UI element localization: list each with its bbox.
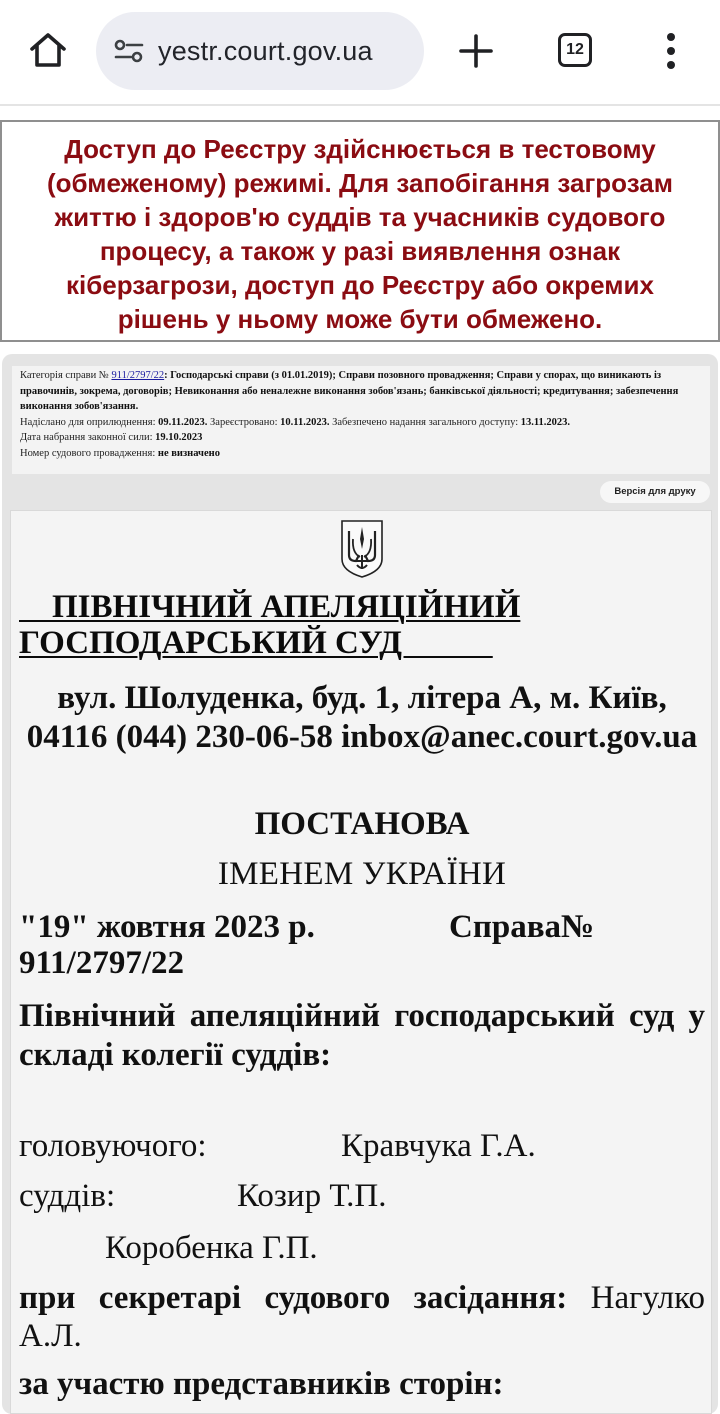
presiding-label: головуючого: [19, 1128, 207, 1164]
judges-label: суддів: [19, 1178, 116, 1214]
participation-heading: за участю представників сторін: [19, 1366, 504, 1402]
court-name-line2: ГОСПОДАРСЬКИЙ СУД [19, 625, 493, 661]
access-date: 13.11.2023. [520, 416, 571, 428]
effective-date: 19.10.2023 [155, 432, 203, 444]
decision-date: "19" жовтня 2023 р. [19, 909, 315, 945]
presiding-name: Кравчука Г.А. [341, 1128, 536, 1164]
address-bar[interactable] [96, 12, 424, 90]
tabs-icon[interactable]: 12 [558, 33, 592, 67]
effective-label: Дата набрання законної сили: [20, 432, 153, 444]
browser-toolbar [0, 0, 720, 106]
sent-date: 09.11.2023. [158, 416, 208, 428]
url-text[interactable]: yestr.court.gov.ua [158, 36, 373, 66]
secretary-line [19, 1279, 705, 1355]
secretary-label: при секретарі судового засідання: [19, 1280, 568, 1316]
secretary-name: Нагулко А.Л. [19, 1280, 705, 1354]
court-name [19, 589, 579, 661]
print-version-button[interactable]: Версія для друку [600, 481, 710, 503]
judge-2: Коробенка Г.П. [105, 1230, 318, 1266]
access-notice: Доступ до Реєстру здійснюється в тестовому (обмеженому) режимі. Для запобігання загрозам життю і здоров'ю суддів та учасників судового процесу, а також у разі виявлення ознак кіберзагрози, доступ до Реєстру або окремих рішень у ньому може бути обмежено. [0, 120, 720, 342]
case-number: 911/2797/22 [19, 945, 185, 981]
new-tab-icon[interactable] [458, 33, 494, 69]
coat-of-arms-icon [339, 519, 385, 579]
decision-date-line [19, 909, 705, 945]
proceeding-value: не визначено [157, 447, 220, 459]
case-label: Справа№ [449, 909, 595, 945]
registered-label: Зареєстровано: [210, 416, 278, 428]
case-metadata [12, 366, 710, 474]
more-menu-icon[interactable] [664, 32, 678, 72]
court-composition: Північний апеляційний господарський суд у складі колегії суддів: [19, 998, 705, 1073]
judge-1: Козир Т.П. [237, 1178, 387, 1214]
case-number-link[interactable]: 911/2797/22 [111, 370, 165, 381]
site-settings-icon[interactable] [114, 38, 144, 64]
document-panel [2, 354, 718, 1414]
home-icon[interactable] [28, 30, 68, 70]
document-body [10, 510, 712, 1414]
court-address: вул. Шолуденка, буд. 1, літера А, м. Київ, 04116 (044) 230-06-58 inbox@anec.court.gov.ua [26, 680, 698, 755]
document-subtitle: ІМЕНЕМ УКРАЇНИ [217, 856, 507, 892]
access-label: Забезпечено надання загального доступу: [332, 416, 519, 428]
document-title: ПОСТАНОВА [254, 806, 470, 842]
registered-date: 10.11.2023. [280, 416, 330, 428]
court-name-line1: ПІВНІЧНИЙ АПЕЛЯЦІЙНИЙ [19, 589, 521, 625]
sent-label: Надіслано для оприлюднення: [20, 416, 156, 428]
category-text: : Господарські справи (з 01.01.2019); Справи позовного провадження; Справи у спорах, що виникають із правочинів, зокрема, договорів; Невиконання або неналежне виконання зобов'язань; банківської діяльності; кредитування; забезпечення виконання зобов'язання. [20, 370, 679, 413]
category-label: Категорія справи № [20, 370, 109, 381]
proceeding-label: Номер судового провадження: [20, 447, 156, 459]
